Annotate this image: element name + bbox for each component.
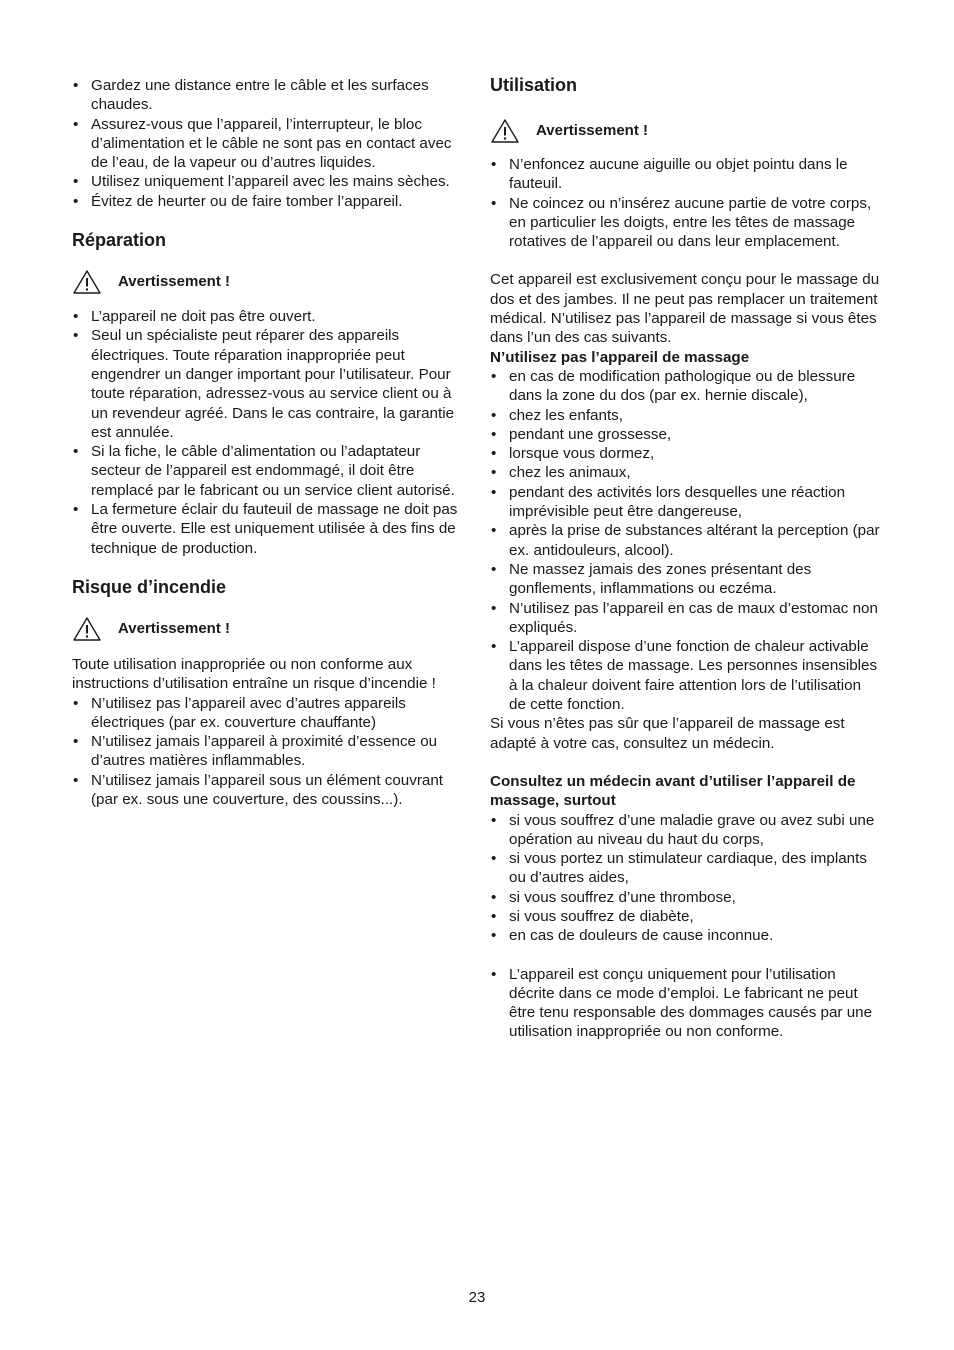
left-column <box>72 74 468 809</box>
warning-triangle-icon <box>72 616 102 642</box>
warning-label: Avertissement ! <box>536 122 648 140</box>
right-column <box>490 74 882 1042</box>
list-item: • pendant des activités lors desquelles une réaction imprévisible peut être dangereuse, <box>490 483 882 522</box>
warning-label: Avertissement ! <box>118 273 230 291</box>
final-list <box>490 965 882 1042</box>
list-item: • chez les enfants, <box>490 406 882 425</box>
doctor-note: Si vous n’êtes pas sûr que l’appareil de massage est adapté à votre cas, consultez un médecin. <box>490 715 845 752</box>
utilisation-intro: Cet appareil est exclusivement conçu pour le massage du dos et des jambes. Il ne peut pas remplacer un traitement médical. N’utilisez pas l’appareil de massage si vous êtes dans l’un des cas suivants. <box>490 271 880 347</box>
warning-notice <box>72 267 468 297</box>
warning-triangle-icon <box>490 118 520 144</box>
consult-title: Consultez un médecin avant d’utiliser l’appareil de massage, surtout <box>490 772 856 810</box>
list-item: • si vous portez un stimulateur cardiaque, des implants ou d’autres aides, <box>490 849 882 888</box>
list-item: • L’appareil ne doit pas être ouvert. <box>72 307 468 326</box>
list-item: • si vous souffrez d’une thrombose, <box>490 888 882 907</box>
not-use-list <box>490 367 882 714</box>
list-item: • Évitez de heurter ou de faire tomber l’appareil. <box>72 192 468 211</box>
warning-list <box>490 155 882 251</box>
list-item: • Si la fiche, le câble d’alimentation ou l’adaptateur secteur de l’appareil est endommagé, il doit être remplacé par le fabricant ou un service client autorisé. <box>72 442 468 500</box>
warning-notice <box>490 116 882 146</box>
list-item: • N’utilisez jamais l’appareil sous un élément couvrant (par ex. sous une couverture, des coussins...). <box>72 771 468 810</box>
list-item: • Seul un spécialiste peut réparer des appareils électriques. Toute réparation inappropriée peut engendrer un danger important pour l’utilisateur. Pour toute réparation, adressez-vous au service client ou à un revendeur agréé. Dans le cas contraire, la garantie est annulée. <box>72 326 468 442</box>
section-title-utilisation: Utilisation <box>490 75 578 95</box>
incendie-intro: Toute utilisation inappropriée ou non conforme aux instructions d’utilisation entraîne un risque d’incendie ! <box>72 655 436 693</box>
list-item: • La fermeture éclair du fauteuil de massage ne doit pas être ouverte. Elle est uniquement utilisée à des fins de technique de production. <box>72 500 468 558</box>
list-item: • N’utilisez pas l’appareil en cas de maux d’estomac non expliqués. <box>490 599 882 638</box>
incendie-list <box>72 694 468 810</box>
list-item: • N’enfoncez aucune aiguille ou objet pointu dans le fauteuil. <box>490 155 882 194</box>
section-title-reparation: Réparation <box>72 230 167 251</box>
page-number: 23 <box>468 1289 486 1306</box>
list-item: • L’appareil est conçu uniquement pour l’utilisation décrite dans ce mode d’emploi. Le fabricant ne peut être tenu responsable des dommages causés par une utilisation inappropriée ou non conforme. <box>490 965 882 1042</box>
list-item: • Ne coincez ou n’insérez aucune partie de votre corps, en particulier les doigts, entre les têtes de massage rotatives de l’appareil ou dans leur emplacement. <box>490 194 882 252</box>
warning-triangle-icon <box>72 269 102 295</box>
list-item: • pendant une grossesse, <box>490 425 882 444</box>
list-item: • si vous souffrez d’une maladie grave ou avez subi une opération au niveau du haut du corps, <box>490 811 882 850</box>
list-item: • L’appareil dispose d’une fonction de chaleur activable dans les têtes de massage. Les personnes insensibles à la chaleur doivent faire attention lors de l’utilisation de cette fonction. <box>490 637 882 714</box>
list-item: • N’utilisez jamais l’appareil à proximité d’essence ou d’autres matières inflammables. <box>72 732 468 771</box>
consult-list <box>490 811 882 946</box>
list-item: • en cas de modification pathologique ou de blessure dans la zone du dos (par ex. hernie discale), <box>490 367 882 406</box>
list-item: • en cas de douleurs de cause inconnue. <box>490 926 882 945</box>
list-item: • Ne massez jamais des zones présentant des gonflements, inflammations ou eczéma. <box>490 560 882 599</box>
list-item: • Gardez une distance entre le câble et les surfaces chaudes. <box>72 76 468 115</box>
list-item: • Utilisez uniquement l’appareil avec les mains sèches. <box>72 172 468 191</box>
list-item: • lorsque vous dormez, <box>490 444 882 463</box>
warning-notice <box>72 614 468 644</box>
list-item: • Assurez-vous que l’appareil, l’interrupteur, le bloc d’alimentation et le câble ne sont pas en contact avec de l’eau, de la vapeur ou d’autres liquides. <box>72 115 468 173</box>
section-title-incendie: Risque d’incendie <box>72 576 227 597</box>
intro-list <box>72 76 468 211</box>
list-item: • si vous souffrez de diabète, <box>490 907 882 926</box>
list-item: • chez les animaux, <box>490 463 882 482</box>
not-use-title: N’utilisez pas l’appareil de massage <box>490 348 750 366</box>
reparation-list <box>72 307 468 558</box>
list-item: • après la prise de substances altérant la perception (par ex. antidouleurs, alcool). <box>490 521 882 560</box>
list-item: • N’utilisez pas l’appareil avec d’autres appareils électriques (par ex. couverture chauffante) <box>72 694 468 733</box>
warning-label: Avertissement ! <box>118 620 230 638</box>
